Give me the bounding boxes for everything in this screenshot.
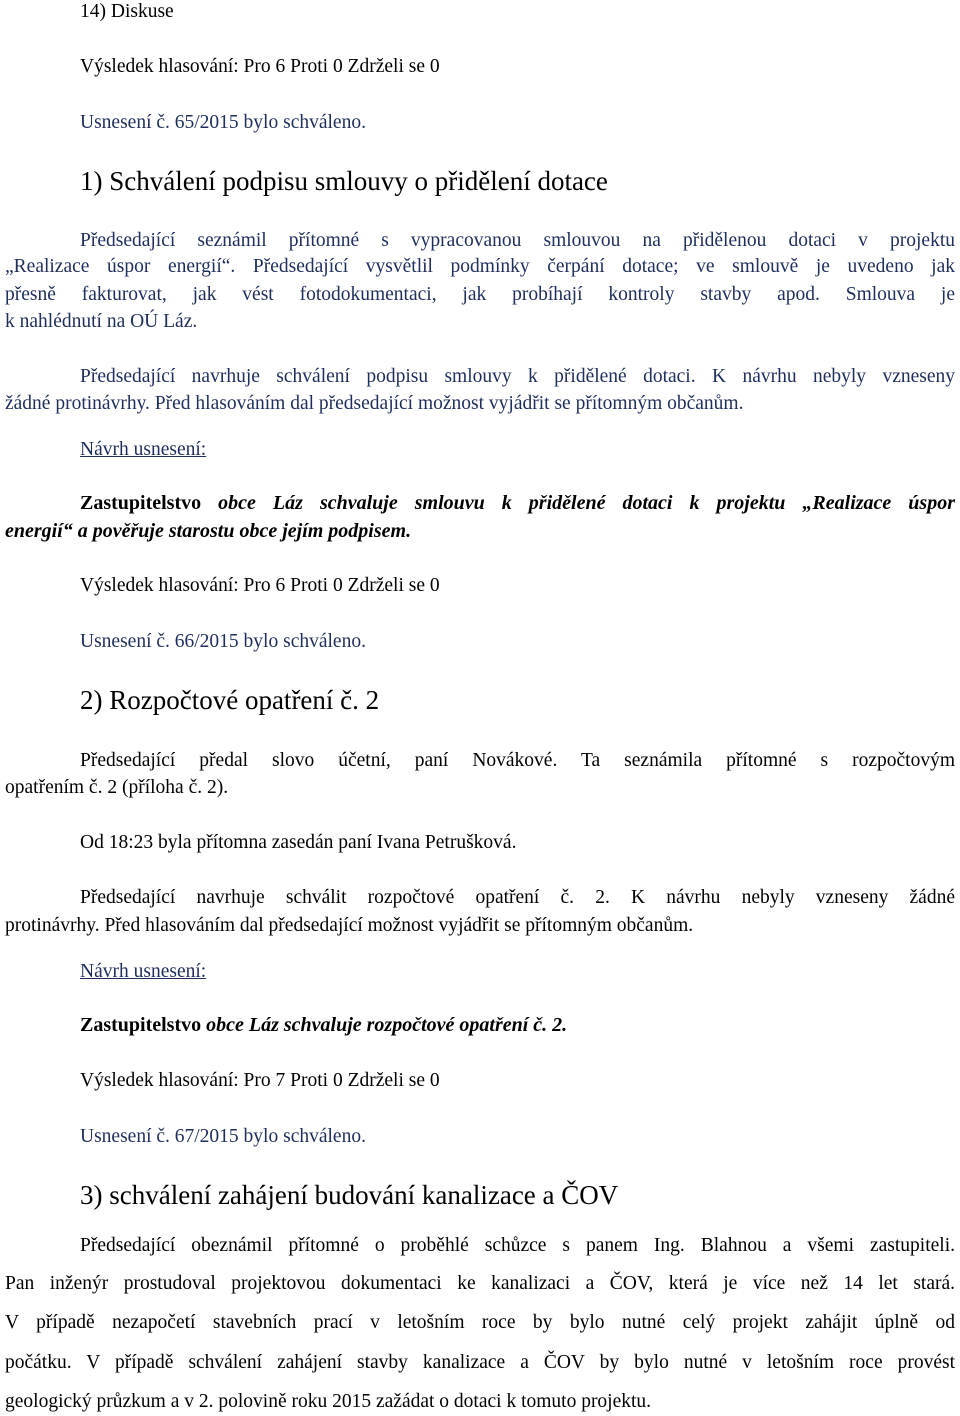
section1-p1-line1: Předsedající seznámil přítomné s vypracovanou smlouvou na přidělenou dotaci v projektu — [80, 230, 955, 251]
section2-proposal-label: Návrh usnesení: — [80, 961, 207, 982]
section2-heading: 2) Rozpočtové opatření č. 2 — [80, 685, 380, 715]
section3-heading: 3) schválení zahájení budování kanalizace a ČOV — [80, 1180, 619, 1210]
resolution-67: Usnesení č. 67/2015 bylo schváleno. — [80, 1126, 366, 1147]
section3-p1-line1: Předsedající obeznámil přítomné o proběhlé schůzce s panem Ing. Blahnou a všemi zastupiteli. — [80, 1235, 955, 1256]
section1-p2-line1: Předsedající navrhuje schválení podpisu smlouvy k přidělené dotaci. K návrhu nebyly vzneseny — [80, 366, 955, 387]
section1-proposal-line2: energií“ a pověřuje starostu obce jejím podpisem. — [5, 520, 412, 542]
resolution-66: Usnesení č. 66/2015 bylo schváleno. — [80, 631, 366, 652]
section1-heading: 1) Schválení podpisu smlouvy o přidělení dotace — [80, 166, 608, 196]
section3-p1-line5: geologický průzkum a v 2. polovině roku 2015 zažádat o dotaci k tomuto projektu. — [5, 1391, 652, 1412]
section2-proposal — [80, 1015, 567, 1035]
diskuse-heading: 14) Diskuse — [80, 1, 174, 22]
section2-p3-line2: protinávrhy. Před hlasováním dal předsedající možnost vyjádřit se přítomným občanům. — [5, 915, 694, 936]
proposal-subject: Zastupitelstvo — [80, 492, 202, 514]
section1-p1-line3: přesně fakturovat, jak vést fotodokumentaci, jak probíhají kontroly stavby apod. Smlouva je — [5, 284, 955, 305]
section3-p1-line4: počátku. V případě schválení zahájení stavby kanalizace a ČOV by bylo nutné v letošním roce provést — [5, 1352, 955, 1373]
vote-result: Výsledek hlasování: Pro 6 Proti 0 Zdrželi se 0 — [80, 56, 440, 77]
section1-p2-line2: žádné protinávrhy. Před hlasováním dal předsedající možnost vyjádřit se přítomným občanům. — [5, 393, 744, 414]
vote-result: Výsledek hlasování: Pro 7 Proti 0 Zdrželi se 0 — [80, 1070, 440, 1091]
section1-p1-line4: k nahlédnutí na OÚ Láz. — [5, 311, 198, 332]
section1-p1-line2: „Realizace úspor energií“. Předsedající vysvětlil podmínky čerpání dotace; ve smlouvě je uvedeno jak — [5, 256, 955, 277]
vote-result: Výsledek hlasování: Pro 6 Proti 0 Zdrželi se 0 — [80, 575, 440, 596]
proposal-text: obce Láz schvaluje rozpočtové opatření č. 2. — [201, 1014, 568, 1036]
section2-p1-line1: Předsedající předal slovo účetní, paní Novákové. Ta seznámila přítomné s rozpočtovým — [80, 750, 955, 771]
proposal-subject: Zastupitelstvo — [80, 1014, 202, 1036]
resolution-65: Usnesení č. 65/2015 bylo schváleno. — [80, 112, 366, 133]
section2-p1-line2: opatřením č. 2 (příloha č. 2). — [5, 777, 229, 798]
proposal-text: obce Láz schvaluje smlouvu k přidělené dotaci k projektu „Realizace úspor — [201, 492, 955, 514]
section1-proposal-line1 — [5, 493, 955, 513]
section2-p2: Od 18:23 byla přítomna zasedán paní Ivana Petrušková. — [80, 832, 517, 853]
section3-p1-line3: V případě nezapočetí stavebních prací v letošním roce by bylo nutné celý projekt zahájit úplně od — [5, 1312, 955, 1333]
section1-proposal-label: Návrh usnesení: — [80, 439, 207, 460]
section3-p1-line2: Pan inženýr prostudoval projektovou dokumentaci ke kanalizaci a ČOV, která je více než 14 let stará. — [5, 1273, 955, 1294]
section2-p3-line1: Předsedající navrhuje schválit rozpočtové opatření č. 2. K návrhu nebyly vzneseny žádné — [80, 887, 955, 908]
